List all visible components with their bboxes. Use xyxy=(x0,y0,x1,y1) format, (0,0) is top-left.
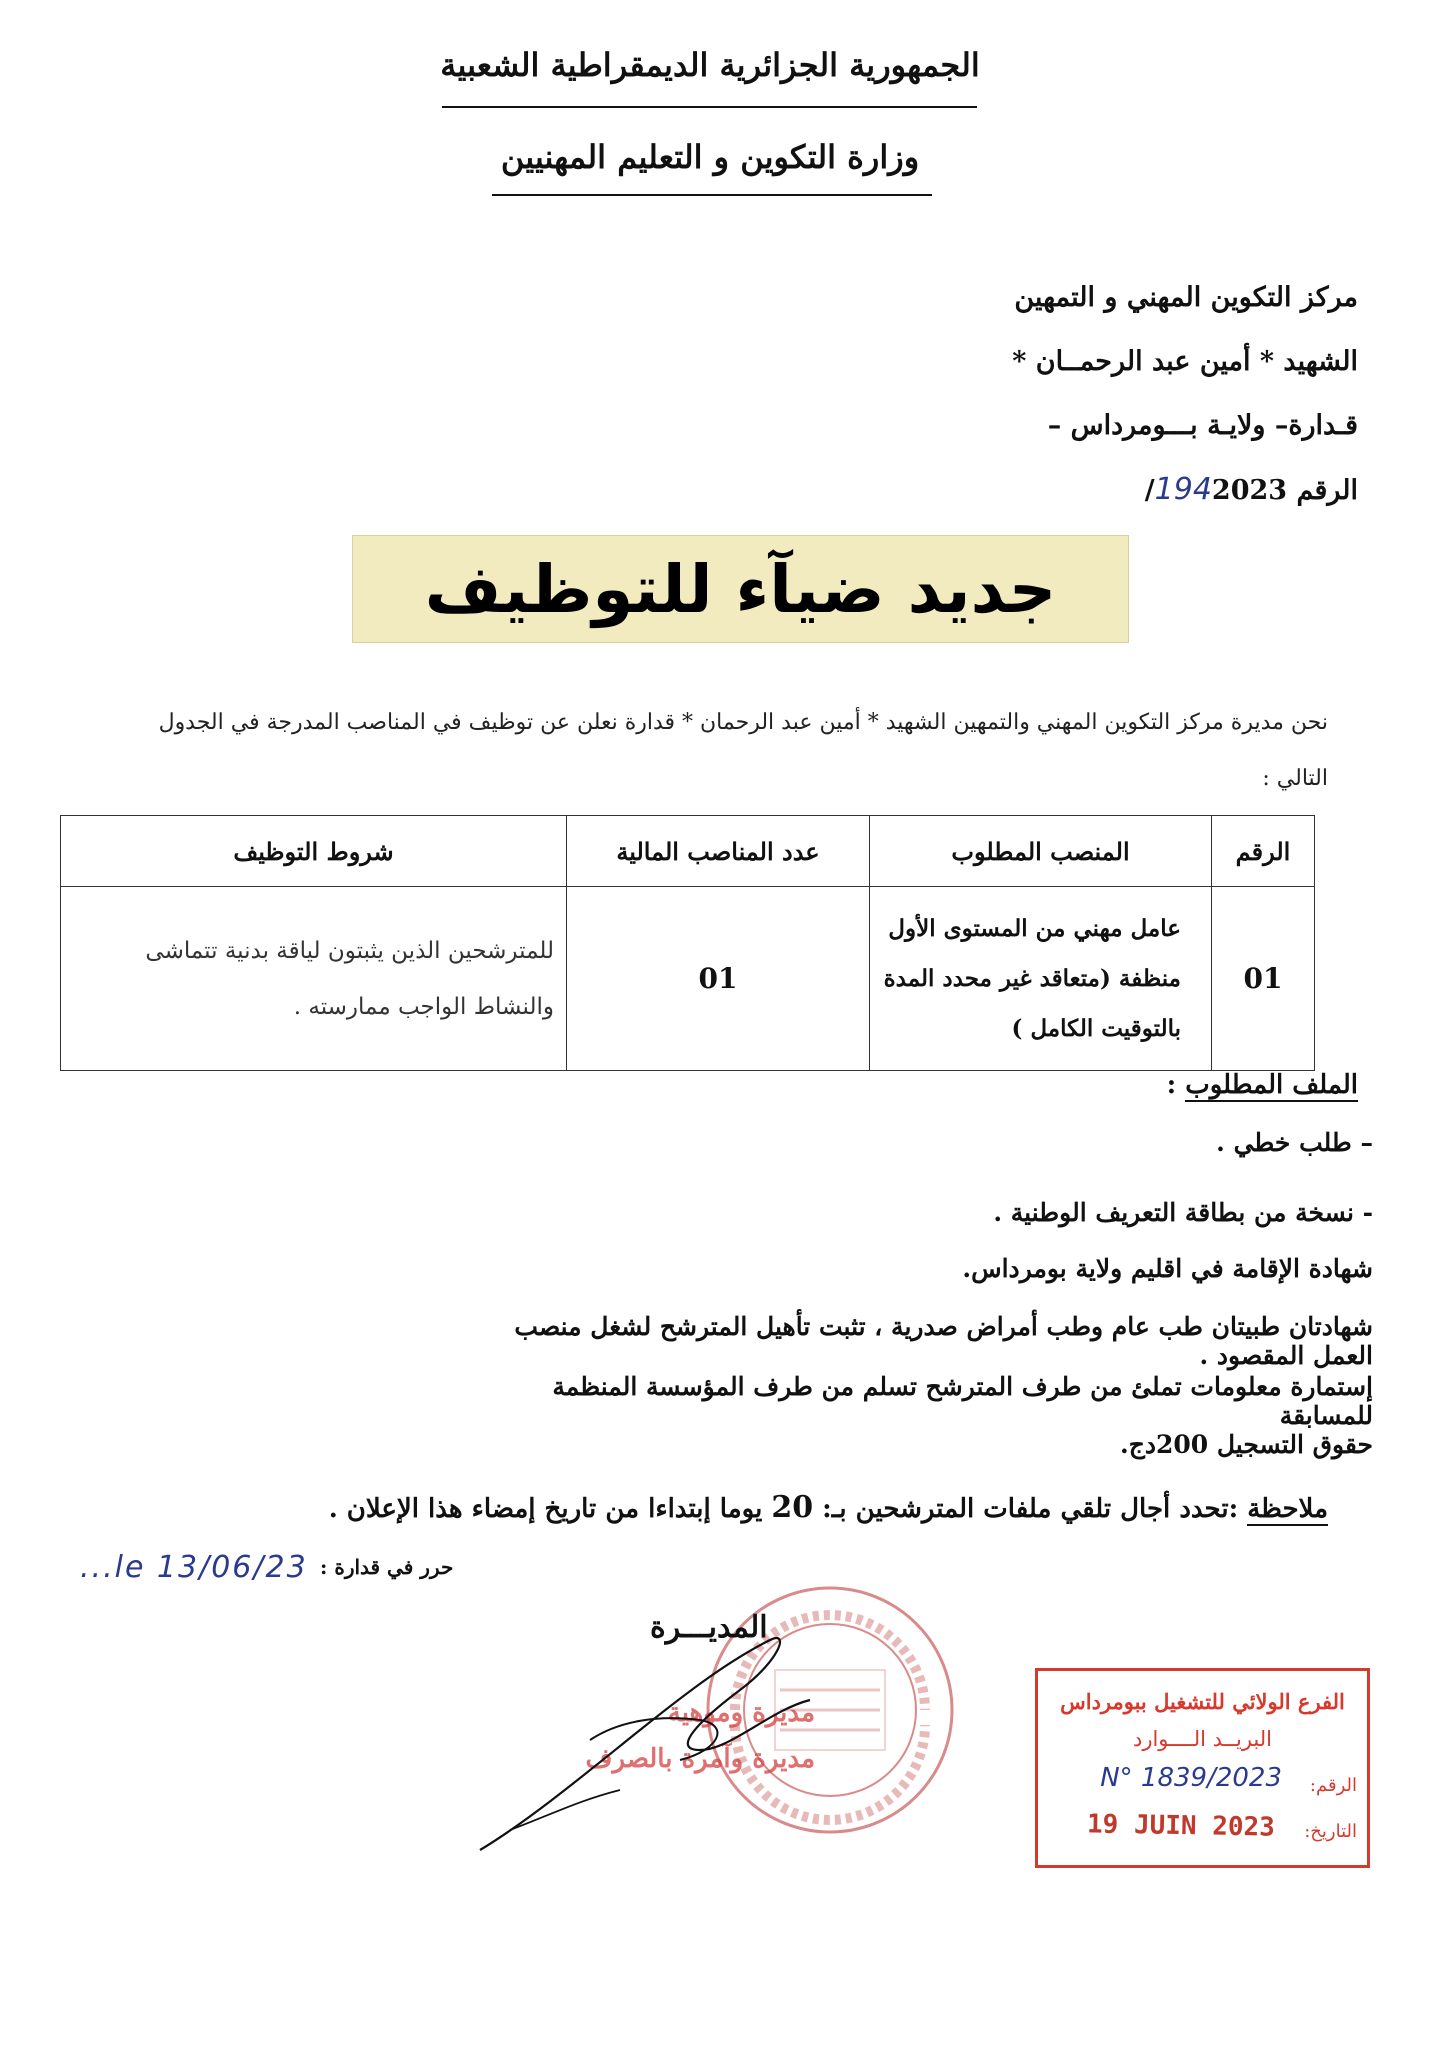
center-martyr-name: الشهيد * أمين عبد الرحمــان * xyxy=(1012,346,1358,377)
col-header-count: عدد المناصب المالية xyxy=(567,816,870,887)
center-location: قـدارة– ولايـة بـــومرداس – xyxy=(1047,410,1358,441)
highlight-banner xyxy=(352,535,1129,643)
positions-table xyxy=(60,815,1315,1071)
written-date-handwritten: ...le 13/06/23 xyxy=(80,1550,308,1585)
file-item: شهادتان طبيتان طب عام وطب أمراض صدرية ، تثبت تأهيل المترشح لشغل منصب العمل المقصود . xyxy=(514,1312,1373,1370)
row-post: عامل مهني من المستوى الأول منظفة (متعاقد غير محدد المدة بالتوقيت الكامل ) xyxy=(870,887,1212,1071)
table-row xyxy=(61,887,1315,1071)
required-file-title xyxy=(1167,1070,1358,1100)
stamp-date: 19 JUIN 2023 xyxy=(1086,1809,1276,1843)
red-stamp-text-line2: مديرة وآمرة بالصرف xyxy=(585,1744,815,1774)
note-label: ملاحظة xyxy=(1247,1494,1328,1524)
row-conditions: للمترشحين الذين يثبتون لياقة بدنية تتماشى والنشاط الواجب ممارسته . xyxy=(61,887,567,1071)
file-item: إستمارة معلومات تملئ من طرف المترشح تسلم من طرف المؤسسة المنظمة للمسابقة xyxy=(552,1372,1373,1430)
note-text-after: يوما إبتداءا من تاريخ إمضاء هذا الإعلان . xyxy=(328,1494,772,1524)
stamp-incoming-mail: البريــد الــــوارد xyxy=(1132,1727,1273,1751)
handwritten-signature xyxy=(470,1600,890,1860)
stamp-number-label: الرقم: xyxy=(1309,1775,1357,1796)
row-number: 01 xyxy=(1212,887,1315,1071)
stamp-agency: الفرع الولائي للتشغيل ببومرداس xyxy=(1060,1689,1345,1714)
director-title: المديـــرة xyxy=(650,1610,768,1645)
file-item: - نسخة من بطاقة التعريف الوطنية . xyxy=(993,1198,1373,1227)
required-file-label: الملف المطلوب xyxy=(1185,1070,1358,1100)
file-item: شهادة الإقامة في اقليم ولاية بومرداس. xyxy=(962,1254,1373,1283)
col-header-number: الرقم xyxy=(1212,816,1315,887)
reference-handwritten-number: 194 xyxy=(1154,472,1212,507)
announcement-intro: نحن مديرة مركز التكوين المهني والتمهين الشهيد * أمين عبد الرحمان * قدارة نعلن عن توظيف في المناصب المدرجة في الجدول التالي : xyxy=(158,710,1328,791)
ministry-title: وزارة التكوين و التعليم المهنيين xyxy=(500,138,920,176)
red-stamp-text-line1: مديرة وموهية xyxy=(667,1698,815,1728)
stamp-number-handwritten: N° 1839/2023 xyxy=(1100,1763,1282,1793)
written-at-label: حرر في قدارة : xyxy=(320,1555,454,1579)
received-mail-stamp xyxy=(1035,1668,1370,1868)
required-file-colon: : xyxy=(1166,1070,1186,1100)
banner-text: جديد ضيآء للتوظيف xyxy=(424,550,1057,628)
col-header-conditions: شروط التوظيف xyxy=(61,816,567,887)
header-underline xyxy=(442,106,977,108)
note-days: 20 xyxy=(771,1490,814,1525)
row-count: 01 xyxy=(567,887,870,1071)
file-item: حقوق التسجيل 200دج. xyxy=(1119,1430,1373,1459)
file-item: – طلب خطي . xyxy=(1216,1128,1373,1157)
deadline-note xyxy=(228,1490,1328,1525)
republic-title: الجمهورية الجزائرية الديمقراطية الشعبية xyxy=(440,46,980,84)
reference-label: الرقم xyxy=(1296,475,1358,506)
reference-year: 2023/ xyxy=(1144,475,1288,506)
center-name: مركز التكوين المهني و التمهين xyxy=(1014,282,1358,313)
table-header-row xyxy=(61,816,1315,887)
note-text-before: :تحدد أجال تلقي ملفات المترشحين بـ: xyxy=(813,1494,1248,1524)
reference-number xyxy=(838,472,1358,507)
stamp-date-label: التاريخ: xyxy=(1304,1821,1357,1842)
col-header-post: المنصب المطلوب xyxy=(870,816,1212,887)
ministry-underline xyxy=(492,194,932,196)
